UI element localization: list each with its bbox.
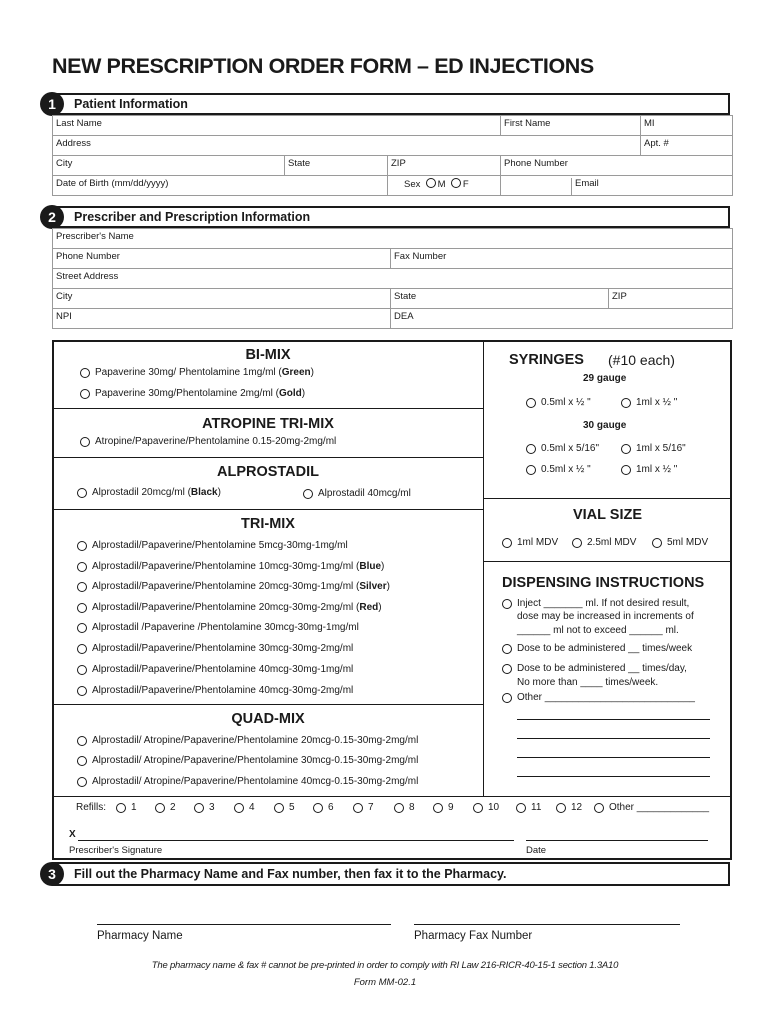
trimix-option[interactable]: Alprostadil/Papaverine/Phentolamine 30mcg-30mg-2mg/ml bbox=[77, 643, 353, 654]
bimix-option-gold[interactable]: Papaverine 30mg/Phentolamine 2mg/ml ( Gold ) bbox=[80, 388, 305, 399]
trimix-heading: TRI-MIX bbox=[241, 516, 295, 532]
radio-icon[interactable] bbox=[621, 465, 631, 475]
vial-25ml[interactable]: 2.5ml MDV bbox=[572, 537, 636, 548]
pharmacy-name-line[interactable] bbox=[97, 924, 391, 925]
footer-note: The pharmacy name & fax # cannot be pre-printed in order to comply with RI Law 216-RICR-40-15-1 section 1.3A10 bbox=[151, 960, 619, 971]
gauge-30-label: 30 gauge bbox=[583, 420, 627, 431]
divider bbox=[53, 457, 483, 458]
syringe-30-05-12[interactable]: 0.5ml x ½ " bbox=[526, 464, 591, 475]
prescriber-info-table bbox=[52, 228, 733, 329]
zip-field[interactable]: ZIP bbox=[388, 156, 501, 176]
section-number-badge: 1 bbox=[40, 92, 64, 116]
radio-icon[interactable] bbox=[556, 803, 566, 813]
sex-field[interactable]: Sex M F bbox=[388, 176, 501, 196]
gauge-29-label: 29 gauge bbox=[583, 373, 627, 384]
patient-info-table bbox=[52, 115, 733, 196]
trimix-option[interactable]: Alprostadil/Papaverine/Phentolamine 5mcg-30mg-1mg/ml bbox=[77, 540, 348, 551]
radio-icon[interactable] bbox=[77, 777, 87, 787]
radio-icon[interactable] bbox=[80, 368, 90, 378]
signature-label: Prescriber's Signature bbox=[69, 845, 163, 856]
refill-option-9[interactable]: 9 bbox=[433, 802, 454, 813]
dispense-week-option[interactable]: Dose to be administered __ times/week bbox=[502, 643, 692, 654]
radio-icon[interactable] bbox=[502, 599, 512, 609]
quadmix-heading: QUAD-MIX bbox=[231, 711, 305, 727]
radio-icon[interactable] bbox=[77, 562, 87, 572]
other-line[interactable] bbox=[517, 757, 710, 758]
first-name-field[interactable]: First Name bbox=[501, 116, 641, 136]
divider bbox=[484, 561, 731, 562]
quadmix-option[interactable]: Alprostadil/ Atropine/Papaverine/Phentolamine 20mcg-0.15-30mg-2mg/ml bbox=[77, 735, 418, 746]
prescriber-fax-field[interactable]: Fax Number bbox=[391, 249, 733, 269]
divider bbox=[53, 408, 483, 409]
dispensing-heading: DISPENSING INSTRUCTIONS bbox=[502, 575, 705, 591]
radio-icon[interactable] bbox=[80, 437, 90, 447]
npi-field[interactable]: NPI bbox=[53, 309, 391, 329]
other-line[interactable] bbox=[517, 719, 710, 720]
radio-icon[interactable] bbox=[155, 803, 165, 813]
radio-icon[interactable] bbox=[594, 803, 604, 813]
radio-icon[interactable] bbox=[77, 736, 87, 746]
apt-field[interactable]: Apt. # bbox=[641, 136, 733, 156]
radio-icon[interactable] bbox=[502, 664, 512, 674]
address-field[interactable]: Address bbox=[53, 136, 641, 156]
state-field[interactable]: State bbox=[285, 156, 388, 176]
divider bbox=[53, 509, 483, 510]
radio-icon[interactable] bbox=[303, 489, 313, 499]
section-label: Patient Information bbox=[74, 97, 188, 111]
page-title: NEW PRESCRIPTION ORDER FORM – ED INJECTIONS bbox=[52, 54, 594, 78]
alprostadil-heading: ALPROSTADIL bbox=[216, 464, 320, 480]
radio-icon[interactable] bbox=[77, 686, 87, 696]
divider bbox=[53, 796, 731, 797]
section-patient-header bbox=[52, 93, 730, 115]
city-field[interactable]: City bbox=[53, 156, 285, 176]
radio-icon[interactable] bbox=[473, 803, 483, 813]
radio-icon[interactable] bbox=[526, 444, 536, 454]
trimix-option-silver[interactable]: Alprostadil/Papaverine/Phentolamine 20mcg-30mg-1mg/ml ( Silver ) bbox=[77, 581, 390, 592]
syringe-30-1-516[interactable]: 1ml x 5/16" bbox=[621, 443, 686, 454]
section-number-badge: 3 bbox=[40, 862, 64, 886]
trimix-option[interactable]: Alprostadil/Papaverine/Phentolamine 40mcg-30mg-2mg/ml bbox=[77, 685, 353, 696]
radio-icon[interactable] bbox=[621, 444, 631, 454]
radio-icon[interactable] bbox=[80, 389, 90, 399]
radio-icon[interactable] bbox=[77, 756, 87, 766]
radio-icon[interactable] bbox=[433, 803, 443, 813]
signature-x: X bbox=[69, 829, 76, 840]
vial-size-heading: VIAL SIZE bbox=[572, 507, 643, 523]
trimix-option-blue[interactable]: Alprostadil/Papaverine/Phentolamine 10mcg-30mg-1mg/ml ( Blue ) bbox=[77, 561, 384, 572]
radio-icon[interactable] bbox=[572, 538, 582, 548]
phone-field[interactable]: Phone Number bbox=[501, 156, 733, 176]
radio-icon[interactable] bbox=[234, 803, 244, 813]
dispense-inject-line3: ______ ml not to exceed ______ ml. bbox=[517, 625, 679, 636]
refill-option-2[interactable]: 2 bbox=[155, 802, 176, 813]
radio-icon[interactable] bbox=[194, 803, 204, 813]
dispense-other-option[interactable]: Other ___________________________ bbox=[502, 692, 695, 703]
refills-label: Refills: bbox=[76, 802, 107, 813]
pharmacy-name-label: Pharmacy Name bbox=[97, 930, 183, 942]
trimix-option[interactable]: Alprostadil/Papaverine/Phentolamine 40mcg-30mg-1mg/ml bbox=[77, 664, 353, 675]
dob-field[interactable]: Date of Birth (mm/dd/yyyy) bbox=[53, 176, 388, 196]
syringes-heading: SYRINGES bbox=[509, 352, 584, 368]
radio-icon[interactable] bbox=[77, 623, 87, 633]
email-field[interactable]: Email bbox=[501, 176, 733, 196]
quadmix-option[interactable]: Alprostadil/ Atropine/Papaverine/Phentolamine 30mcg-0.15-30mg-2mg/ml bbox=[77, 755, 418, 766]
section-number-badge: 2 bbox=[40, 205, 64, 229]
section-pharmacy-header bbox=[52, 862, 730, 886]
section-label: Prescriber and Prescription Information bbox=[74, 210, 311, 224]
refill-option-7[interactable]: 7 bbox=[353, 802, 374, 813]
prescriber-state-field[interactable]: State bbox=[391, 289, 609, 309]
other-line[interactable] bbox=[517, 738, 710, 739]
prescriber-name-field[interactable]: Prescriber's Name bbox=[53, 229, 733, 249]
prescriber-zip-field[interactable]: ZIP bbox=[609, 289, 733, 309]
dispense-inject-option[interactable]: Inject _______ ml. If not desired result, bbox=[502, 598, 689, 609]
sex-f-radio[interactable] bbox=[451, 178, 461, 188]
radio-icon[interactable] bbox=[621, 398, 631, 408]
radio-icon[interactable] bbox=[526, 398, 536, 408]
column-divider bbox=[483, 341, 484, 796]
last-name-field[interactable]: Last Name bbox=[53, 116, 501, 136]
pharmacy-fax-label: Pharmacy Fax Number bbox=[414, 930, 533, 942]
alprostadil-option-black[interactable]: Alprostadil 20mcg/ml ( Black ) bbox=[77, 487, 221, 498]
divider bbox=[53, 704, 483, 705]
refill-option-1[interactable]: 1 bbox=[116, 802, 137, 813]
section-prescriber-header bbox=[52, 206, 730, 228]
prescriber-street-field[interactable]: Street Address bbox=[53, 269, 733, 289]
bimix-heading: BI-MIX bbox=[245, 347, 291, 363]
sex-m-radio[interactable] bbox=[426, 178, 436, 188]
radio-icon[interactable] bbox=[652, 538, 662, 548]
radio-icon[interactable] bbox=[77, 603, 87, 613]
divider bbox=[484, 498, 731, 499]
date-label: Date bbox=[526, 845, 547, 856]
radio-icon[interactable] bbox=[77, 582, 87, 592]
dispense-day-option[interactable]: Dose to be administered __ times/day, bbox=[502, 663, 687, 674]
dispense-day-line2: No more than ____ times/week. bbox=[517, 677, 659, 688]
refill-option-8[interactable]: 8 bbox=[394, 802, 415, 813]
other-line[interactable] bbox=[517, 776, 710, 777]
syringe-29-1[interactable]: 1ml x ½ " bbox=[621, 397, 677, 408]
refill-option-4[interactable]: 4 bbox=[234, 802, 255, 813]
refill-option-10[interactable]: 10 bbox=[473, 802, 499, 813]
radio-icon[interactable] bbox=[353, 803, 363, 813]
vial-1ml[interactable]: 1ml MDV bbox=[502, 537, 558, 548]
refill-option-6[interactable]: 6 bbox=[313, 802, 334, 813]
prescriber-city-field[interactable]: City bbox=[53, 289, 391, 309]
syringe-30-1-12[interactable]: 1ml x ½ " bbox=[621, 464, 677, 475]
radio-icon[interactable] bbox=[394, 803, 404, 813]
syringe-29-05[interactable]: 0.5ml x ½ " bbox=[526, 397, 591, 408]
refill-option-5[interactable]: 5 bbox=[274, 802, 295, 813]
date-line[interactable] bbox=[526, 840, 708, 841]
dispense-inject-line2: dose may be increased in increments of bbox=[517, 611, 694, 622]
radio-icon[interactable] bbox=[77, 488, 87, 498]
syringes-each: (#10 each) bbox=[608, 352, 675, 368]
prescriber-phone-field[interactable]: Phone Number bbox=[53, 249, 391, 269]
syringe-30-05-516[interactable]: 0.5ml x 5/16" bbox=[526, 443, 599, 454]
radio-icon[interactable] bbox=[502, 538, 512, 548]
trimix-option[interactable]: Alprostadil /Papaverine /Phentolamine 30mcg-30mg-1mg/ml bbox=[77, 622, 359, 633]
vial-5ml[interactable]: 5ml MDV bbox=[652, 537, 708, 548]
radio-icon[interactable] bbox=[274, 803, 284, 813]
radio-icon[interactable] bbox=[313, 803, 323, 813]
refill-option-3[interactable]: 3 bbox=[194, 802, 215, 813]
pharmacy-fax-line[interactable] bbox=[414, 924, 680, 925]
radio-icon[interactable] bbox=[77, 541, 87, 551]
refill-option-11[interactable]: 11 bbox=[516, 802, 541, 813]
radio-icon[interactable] bbox=[77, 644, 87, 654]
alprostadil-option-40[interactable]: Alprostadil 40mcg/ml bbox=[303, 488, 411, 499]
quadmix-option[interactable]: Alprostadil/ Atropine/Papaverine/Phentolamine 40mcg-0.15-30mg-2mg/ml bbox=[77, 776, 418, 787]
radio-icon[interactable] bbox=[502, 693, 512, 703]
radio-icon[interactable] bbox=[77, 665, 87, 675]
dea-field[interactable]: DEA bbox=[391, 309, 733, 329]
refill-other-option[interactable]: Other _____________ bbox=[594, 802, 709, 813]
signature-line[interactable] bbox=[78, 840, 514, 841]
mi-field[interactable]: MI bbox=[641, 116, 733, 136]
radio-icon[interactable] bbox=[516, 803, 526, 813]
section-label: Fill out the Pharmacy Name and Fax number, then fax it to the Pharmacy. bbox=[74, 867, 507, 881]
radio-icon[interactable] bbox=[116, 803, 126, 813]
bimix-option-green[interactable]: Papaverine 30mg/ Phentolamine 1mg/ml ( Green ) bbox=[80, 367, 314, 378]
atropine-heading: ATROPINE TRI-MIX bbox=[202, 416, 334, 432]
atropine-option[interactable]: Atropine/Papaverine/Phentolamine 0.15-20mg-2mg/ml bbox=[80, 436, 336, 447]
refill-option-12[interactable]: 12 bbox=[556, 802, 582, 813]
trimix-option-red[interactable]: Alprostadil/Papaverine/Phentolamine 20mcg-30mg-2mg/ml ( Red ) bbox=[77, 602, 382, 613]
form-number: Form MM-02.1 bbox=[353, 977, 417, 988]
radio-icon[interactable] bbox=[526, 465, 536, 475]
radio-icon[interactable] bbox=[502, 644, 512, 654]
